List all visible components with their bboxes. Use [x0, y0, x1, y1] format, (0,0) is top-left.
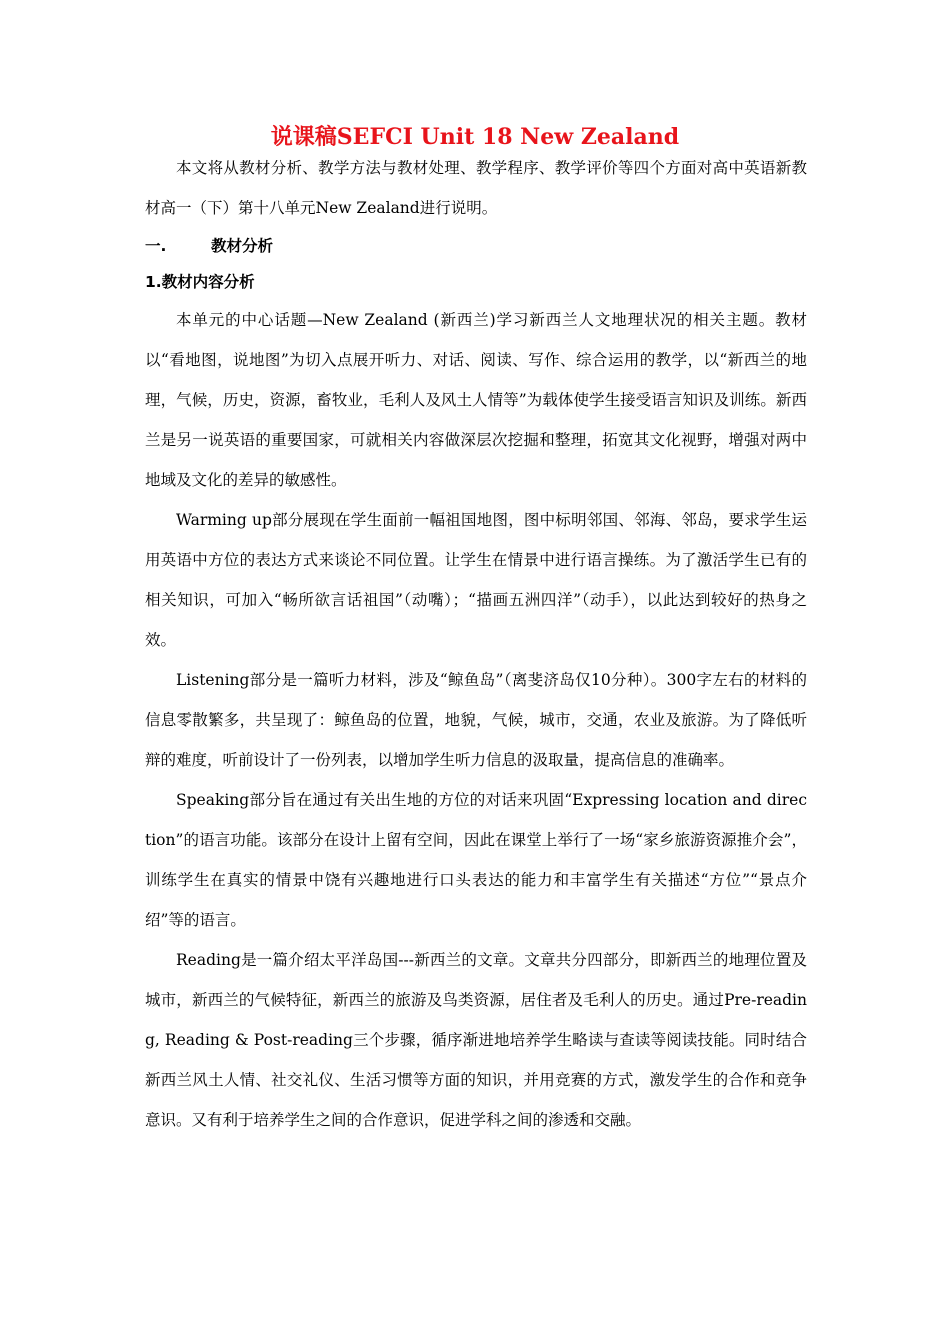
body-paragraph: 本单元的中心话题—New Zealand (新西兰)学习新西兰人文地理状况的相关主题。教材以“看地图，说地图”为切入点展开听力、对话、阅读、写作、综合运用的教学，以“新西兰的地理，气候，历史，资源，畜牧业，毛利人及风土人情等”为载体使学生接受语言知识及训练。新西兰是另一说英语的重要国家，可就相关内容做深层次挖掘和整理，拓宽其文化视野，增强对两中地域及文化的差异的敏感性。 [145, 311, 807, 489]
body-paragraph: Reading是一篇介绍太平洋岛国---新西兰的文章。文章共分四部分，即新西兰的地理位置及城市，新西兰的气候特征，新西兰的旅游及鸟类资源，居住者及毛利人的历史。通过Pre-reading, Reading & Post-reading三个步骤，循序渐进地培养学生略读与查读等阅读技能。同时结合新西兰风土人情、社交礼仪、生活习惯等方面的知识，并用竞赛的方式，激发学生的合作和竞争意识。又有利于培养学生之间的合作意识，促进学科之间的渗透和交融。 [145, 951, 807, 1129]
section-heading [145, 228, 807, 264]
document-title: 说课稿SEFCI Unit 18 New Zealand [270, 124, 680, 150]
intro-paragraph: 本文将从教材分析、教学方法与教材处理、教学程序、教学评价等四个方面对高中英语新教材高一（下）第十八单元New Zealand进行说明。 [145, 159, 807, 217]
section-title: 教材分析 [211, 237, 274, 255]
body-paragraph: Warming up部分展现在学生面前一幅祖国地图，图中标明邻国、邻海、邻岛，要求学生运用英语中方位的表达方式来谈论不同位置。让学生在情景中进行语言操练。为了激活学生已有的相关知识，可加入“畅所欲言话祖国”（动嘴）；“描画五洲四洋”（动手），以此达到较好的热身之效。 [145, 511, 807, 649]
body-paragraph: Listening部分是一篇听力材料，涉及“鲸鱼岛”（离斐济岛仅10分种）。300字左右的材料的信息零散繁多，共呈现了：鲸鱼岛的位置，地貌，气候，城市，交通，农业及旅游。为了降低听辩的难度，听前设计了一份列表，以增加学生听力信息的汲取量，提高信息的准确率。 [145, 671, 807, 769]
subsection-heading: 1.教材内容分析 [145, 273, 255, 291]
body-paragraph: Speaking部分旨在通过有关出生地的方位的对话来巩固“Expressing location and direction”的语言功能。该部分在设计上留有空间，因此在课堂上举行了一场“家乡旅游资源推介会”，训练学生在真实的情景中饶有兴趣地进行口头表达的能力和丰富学生有关描述“方位”“景点介绍”等的语言。 [145, 791, 807, 929]
document-body [145, 148, 807, 1140]
section-number: 一. [145, 237, 167, 255]
